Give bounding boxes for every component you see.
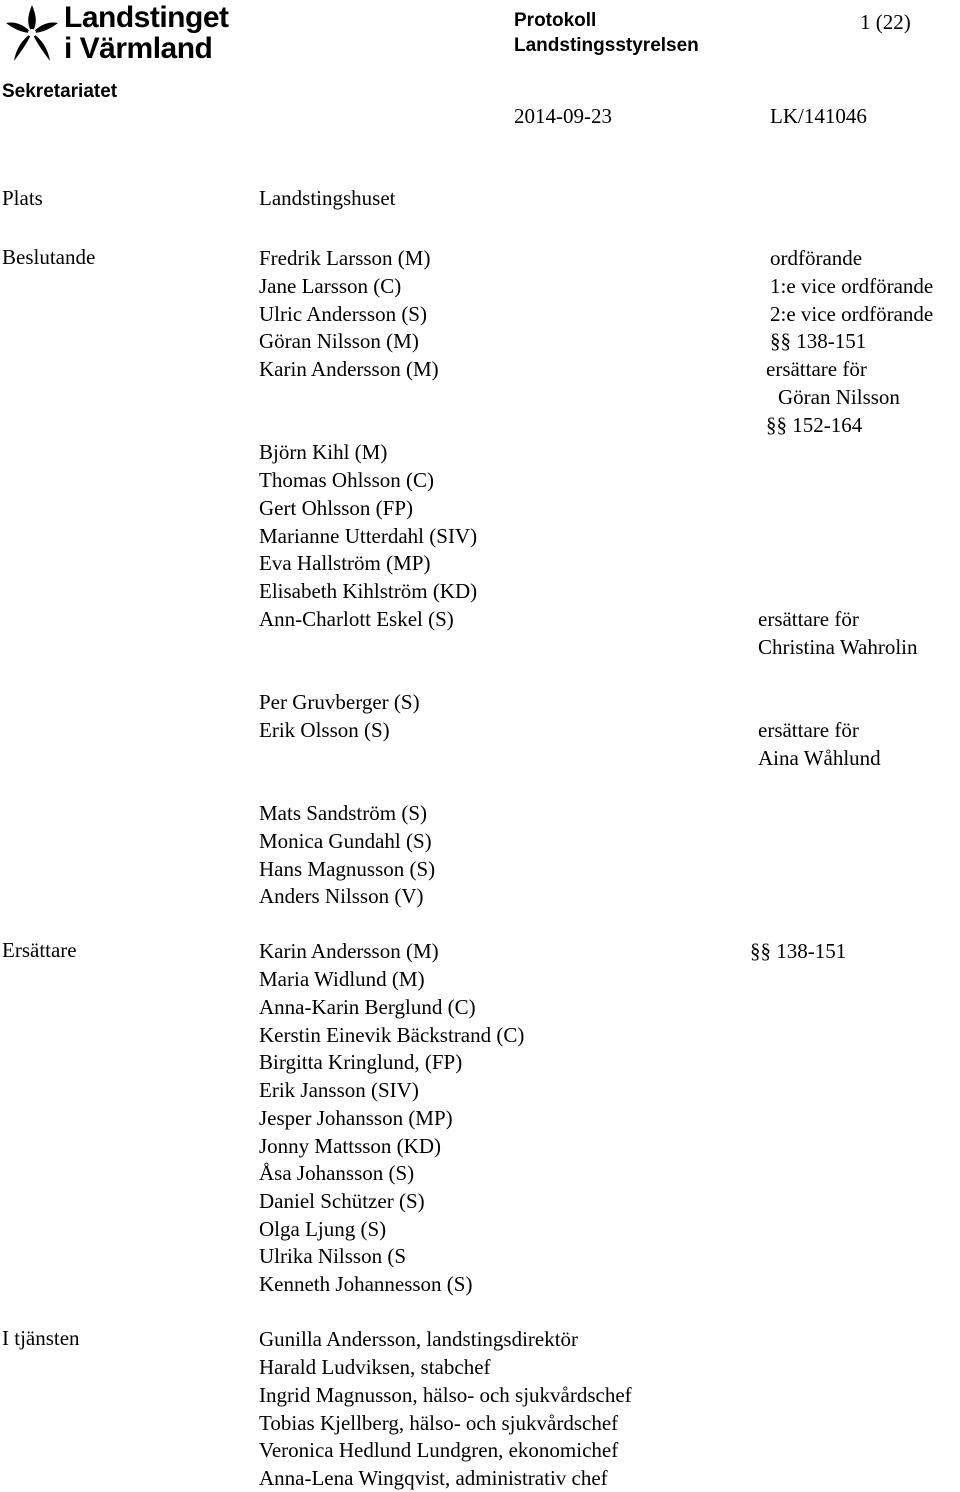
- member-beslutande: Thomas Ohlsson (C): [259, 468, 434, 492]
- staff-member: Gunilla Andersson, landstingsdirektör: [259, 1327, 579, 1351]
- member-ersattare: Erik Jansson (SIV): [259, 1078, 419, 1102]
- logo-name-line2: i Värmland: [64, 32, 213, 65]
- role-note: ersättare för: [758, 718, 859, 742]
- role-note: Christina Wahrolin: [758, 635, 918, 659]
- member-ersattare: Kerstin Einevik Bäckstrand (C): [259, 1023, 525, 1047]
- member-ersattare: Jonny Mattsson (KD): [259, 1134, 441, 1158]
- member-beslutande: Björn Kihl (M): [259, 440, 388, 464]
- member-ersattare: Birgitta Kringlund, (FP): [259, 1050, 463, 1074]
- role-note: ordförande: [770, 246, 863, 270]
- page-number: 1 (22): [860, 10, 911, 34]
- staff-member: Veronica Hedlund Lundgren, ekonomichef: [259, 1438, 619, 1462]
- member-beslutande: Anders Nilsson (V): [259, 884, 424, 908]
- member-beslutande: Jane Larsson (C): [259, 274, 402, 298]
- member-ersattare: Karin Andersson (M): [259, 939, 439, 963]
- role-note: ersättare för: [758, 607, 859, 631]
- plats-value: Landstingshuset: [259, 186, 396, 210]
- role-note: §§ 138-151: [770, 329, 867, 353]
- member-ersattare: Daniel Schützer (S): [259, 1189, 425, 1213]
- member-beslutande: Göran Nilsson (M): [259, 329, 419, 353]
- role-note: Aina Wåhlund: [758, 746, 881, 770]
- document-type: Protokoll: [514, 10, 597, 31]
- staff-member: Tobias Kjellberg, hälso- och sjukvårdschef: [259, 1411, 619, 1435]
- document-date: 2014-09-23: [514, 104, 612, 128]
- section-label-beslutande: Beslutande: [2, 245, 96, 269]
- logo-flower-icon: [2, 3, 62, 67]
- role-note: ersättare för: [766, 357, 867, 381]
- member-beslutande: Eva Hallström (MP): [259, 551, 431, 575]
- member-ersattare: Olga Ljung (S): [259, 1217, 387, 1241]
- staff-member: Ingrid Magnusson, hälso- och sjukvårdschef: [259, 1383, 632, 1407]
- member-ersattare: Maria Widlund (M): [259, 967, 425, 991]
- role-note: Göran Nilsson: [778, 385, 900, 409]
- member-beslutande: Elisabeth Kihlström (KD): [259, 579, 478, 603]
- member-beslutande: Erik Olsson (S): [259, 718, 390, 742]
- member-beslutande: Per Gruvberger (S): [259, 690, 420, 714]
- member-beslutande: Marianne Utterdahl (SIV): [259, 524, 478, 548]
- member-beslutande: Monica Gundahl (S): [259, 829, 432, 853]
- member-ersattare: Jesper Johansson (MP): [259, 1106, 453, 1130]
- member-beslutande: Gert Ohlsson (FP): [259, 496, 414, 520]
- role-note: 2:e vice ordförande: [770, 302, 934, 326]
- member-beslutande: Ulric Andersson (S): [259, 302, 427, 326]
- member-ersattare: Anna-Karin Berglund (C): [259, 995, 476, 1019]
- staff-member: Harald Ludviksen, stabchef: [259, 1355, 491, 1379]
- section-label-ersattare: Ersättare: [2, 938, 77, 962]
- section-label-plats: Plats: [2, 186, 43, 210]
- ersattare-note: §§ 138-151: [750, 939, 847, 963]
- member-beslutande: Ann-Charlott Eskel (S): [259, 607, 454, 631]
- unit-name: Sekretariatet: [2, 81, 118, 102]
- member-ersattare: Ulrika Nilsson (S: [259, 1244, 406, 1268]
- member-beslutande: Mats Sandström (S): [259, 801, 427, 825]
- document-body: Landstingsstyrelsen: [514, 35, 699, 56]
- logo-name-line1: Landstinget: [64, 1, 229, 34]
- role-note: 1:e vice ordförande: [770, 274, 934, 298]
- document-reference: LK/141046: [770, 104, 867, 128]
- member-beslutande: Hans Magnusson (S): [259, 857, 436, 881]
- member-ersattare: Åsa Johansson (S): [259, 1161, 415, 1185]
- member-beslutande: Karin Andersson (M): [259, 357, 439, 381]
- staff-member: Anna-Lena Wingqvist, administrativ chef: [259, 1466, 608, 1490]
- member-ersattare: Kenneth Johannesson (S): [259, 1272, 473, 1296]
- section-label-i-tjansten: I tjänsten: [2, 1326, 80, 1350]
- role-note: §§ 152-164: [766, 413, 863, 437]
- member-beslutande: Fredrik Larsson (M): [259, 246, 431, 270]
